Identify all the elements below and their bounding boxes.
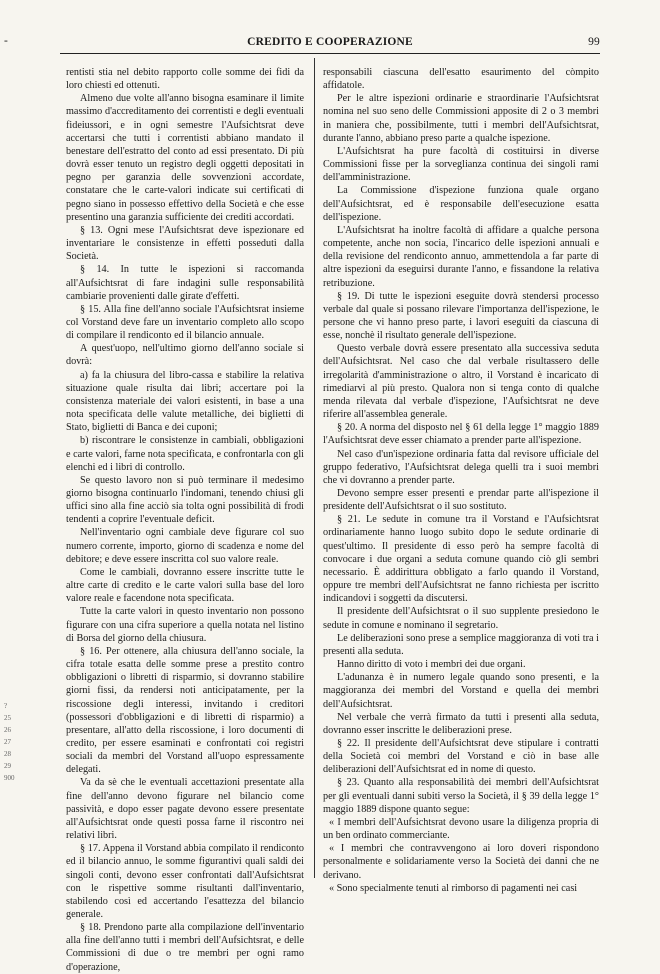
paragraph: L'adunanza è in numero legale quando sono presenti, e la maggioranza dei membri del Vorstand e quella dei membri dell'Aufsichtsrat. (323, 672, 599, 710)
paragraph: Tutte la carte valori in questo inventario non possono figurare con una cifra superiore a quella notata nel listino di Borsa del giorno della chiusura. (66, 606, 304, 644)
paragraph: a) fa la chiusura del libro-cassa e stabilire la relativa situazione quale risulta dai libri; accertare poi la consistenza materiale dei valori esistenti, in base a una nota specificata delle valute metalliche, dei biglietti di Stato, biglietti di Banca e dei cuponi; (66, 369, 304, 434)
paragraph: § 13. Ogni mese l'Aufsichtsrat deve ispezionare ed inventariare le consistenze in effetti posseduti dalla Società. (66, 224, 304, 263)
paragraph: § 21. Le sedute in comune tra il Vorstand e l'Aufsichtsrat ordinariamente hanno luogo subito dopo le sedute ordinarie di quest'ultimo. Il presidente di esso però ha sempre facoltà di convocare i due organi a seduta comune quando ciò gli sembri necessario. È addirittura obbligato a farlo quando il Vorstand, oppure tre membri dell'Aufsichtsrat ne fanno richiesta per iscritto indicandovi i soggetti da discutersi. (323, 514, 599, 605)
paragraph: rentisti stia nel debito rapporto colle somme dei fidi da loro chiesti ed ottenuti. (66, 67, 304, 92)
margin-annotations (4, 700, 20, 784)
paragraph: A quest'uopo, nell'ultimo giorno dell'anno sociale si dovrà: (66, 343, 304, 368)
margin-mark: 29 (4, 762, 11, 770)
paragraph: § 16. Per ottenere, alla chiusura dell'anno sociale, la cifra totale esatta delle somme prese a prestito contro obbligazioni o libretti di risparmio, si dovranno stabilire giorni fissi, da rendersi noti anticipatamente, per la riscossione degli interessi, invitando i creditori (possessori d'obbligazioni e di libretti di risparmio) a presentare, all'atto della riscossione, i loro documenti di credito, per essere esaminati e confrontati coi registri sociali da membri del Vorstand all'uopo espressamente delegati. (66, 645, 304, 776)
paragraph: Hanno diritto di voto i membri dei due organi. (337, 659, 526, 671)
right-column (323, 66, 599, 894)
paragraph: § 18. Prendono parte alla compilazione dell'inventario alla fine dell'anno tutti i membri dell'Aufsichtsrat, e delle Commissioni di due o tre membri per ogni ramo d'operazione, (66, 922, 304, 973)
paragraph: L'Aufsichtsrat ha inoltre facoltà di affidare a qualche persona competente, anche non socia, l'incarico delle ispezioni annuali e della revisione del rendiconto annuo, ammettendola a far parte di altre ispezioni da eseguirsi durante l'anno, e fissandone la relativa retribuzione. (323, 224, 599, 289)
paragraph: b) riscontrare le consistenze in cambiali, obbligazioni e carte valori, farne nota specificata, e confrontarla con gli elenchi ed i libri di controllo. (66, 435, 304, 473)
margin-mark: ? (4, 702, 8, 710)
paragraph: Nell'inventario ogni cambiale deve figurare col suo numero corrente, importo, giorno di scadenza e nome del debitore; e deve essere inscritta col suo valore reale. (66, 527, 304, 565)
margin-mark: 27 (4, 738, 11, 746)
column-divider (314, 58, 315, 878)
journal-title: CREDITO E COOPERAZIONE (247, 36, 413, 48)
paragraph: § 22. Il presidente dell'Aufsichtsrat deve stipulare i contratti della Società coi membri del Vorstand e ciò in base alle deliberazioni dell'Aufsichtsrat ed in nome di questo. (323, 737, 599, 776)
paragraph: § 23. Quanto alla responsabilità dei membri dell'Aufsichtsrat per gli eventuali danni subiti verso la Società, il § 39 della legge 1° maggio 1889 dispone quanto segue: (323, 777, 599, 815)
paragraph: Nel caso d'un'ispezione ordinaria fatta dal revisore ufficiale del gruppo federativo, l'Aufsichtsrat delega quelli tra i suoi membri che vi dovranno a prender parte. (323, 448, 599, 486)
paragraph: Almeno due volte all'anno bisogna esaminare il limite massimo d'accreditamento dei correntisti e degli eventuali fideiussori, e in ogni semestre l'Aufsichtsrat deve accertarsi che tutti i correntisti abbiano mandato il benestare dell'estratto del conto ad essi presentato. Di più dovrà esser tenuto un registro degli oggetti depositati in pegno per garanzia delle sovvenzioni accordate, constatare che le carte-valori indicate sui certificati di pegno siano in possesso effettivo della Società e che esse presentino una garanzia sufficiente dei crediti accordati. (66, 93, 304, 223)
paragraph: responsabili ciascuna dell'esatto esaurimento del còmpito affidatole. (323, 67, 599, 92)
margin-mark: 28 (4, 750, 11, 758)
margin-mark: 900 (4, 774, 15, 782)
paragraph: Le deliberazioni sono prese a semplice maggioranza di voti tra i presenti alla seduta. (323, 632, 599, 657)
margin-mark: 25 (4, 714, 11, 722)
paragraph: Va da sè che le eventuali accettazioni presentate alla fine dell'anno devono figurare nel bilancio come passività, e dopo esser pagate devono essere presentate all'Aufsichtsrat onde questi possa farne il riscontro nei relativi libri. (66, 777, 304, 842)
paragraph: Come le cambiali, dovranno essere inscritte tutte le altre carte di credito e le carte valori sulla base del loro valore reale e facendone nota specificata. (66, 566, 304, 605)
paragraph: § 20. A norma del disposto nel § 61 della legge 1° maggio 1889 l'Aufsichtsrat deve esser chiamato a prender parte all'ispezione. (323, 422, 599, 447)
margin-mark: 26 (4, 726, 11, 734)
header-dash: - (4, 35, 9, 47)
paragraph: Devono sempre esser presenti e prendar parte all'ispezione il presidente dell'Aufsichtsrat o il suo sostituto. (323, 488, 599, 513)
paragraph: La Commissione d'ispezione funziona quale organo dell'Aufsichtsrat, ed è responsabile dell'esecuzione esatta dell'ispezione. (323, 185, 599, 223)
quote-paragraph: « I membri che contravvengono ai loro doveri rispondono personalmente e solidariamente verso la Società dei danni che ne derivano. (323, 843, 599, 881)
header-rule (60, 53, 600, 54)
paragraph: Questo verbale dovrà essere presentato alla successiva seduta dell'Aufsichtsrat. Nel caso che dal verbale risultassero delle irregolarità d'amministrazione o altro, il Vorstand è incaricato di rimediarvi al più presto. Qualora non si tenga conto di qualche menda rilevata dal verbale d'ispezione, l'Aufsichtsrat ne deve riferire all'assemblea generale. (323, 343, 599, 421)
paragraph: § 17. Appena il Vorstand abbia compilato il rendiconto ed il bilancio annuo, le somme figurantivi quali saldi dei singoli conti, devono esser confrontati dall'Aufsichtsrat con le rispettive somme risultanti dall'inventario, stabilendo così ed accertando l'esattezza del bilancio generale. (66, 843, 304, 920)
paragraph: Per le altre ispezioni ordinarie e straordinarie l'Aufsichtsrat nomina nel suo seno delle Commissioni apposite di 2 o 3 membri in maniera che, possibilmente, tutti i membri dell'Aufsichtsrat, durante l'anno, abbiano preso parte a qualche ispezione. (323, 93, 599, 144)
paragraph: § 15. Alla fine dell'anno sociale l'Aufsichtsrat insieme col Vorstand deve fare un inventario completo allo scopo di compilare il rendiconto ed il bilancio annuale. (66, 303, 304, 342)
paragraph: § 14. In tutte le ispezioni si raccomanda all'Aufsichtsrat di fare indagini sulle responsabilità cambiarie provenienti dalle girate d'effetti. (66, 264, 304, 302)
quote-paragraph: « I membri dell'Aufsichtsrat devono usare la diligenza propria di un ben ordinato commerciante. (323, 816, 599, 842)
left-column (66, 66, 304, 973)
paragraph: L'Aufsichtsrat ha pure facoltà di costituirsi in diverse Commissioni fisse per la sorveglianza continua dei singoli rami dell'amministrazione. (323, 145, 599, 184)
running-header (4, 35, 600, 52)
paragraph: § 19. Di tutte le ispezioni eseguite dovrà stendersi processo verbale dal quale si possano rilevare l'importanza dell'ispezione, le persone che vi hanno preso parte, i lavori eseguiti da ciascuna di esse, nonchè il risultato generale dell'ispezione. (323, 290, 599, 342)
paragraph: Se questo lavoro non si può terminare il medesimo giorno bisogna continuarlo l'indomani, tenendo chiusi gli uffici sino alla fine acciò sia tolta ogni possibilità di frodi tendenti a coprire l'eventuale deficit. (66, 474, 304, 526)
paragraph: Il presidente dell'Aufsichtsrat o il suo supplente presiedono le sedute in comune e nominano il segretario. (323, 606, 599, 631)
paragraph: Nel verbale che verrà firmato da tutti i presenti alla seduta, dovranno esser inscritte le deliberazioni prese. (323, 711, 599, 736)
quote-paragraph: « Sono specialmente tenuti al rimborso di pagamenti nei casi (329, 882, 578, 894)
page-number: 99 (588, 36, 600, 48)
